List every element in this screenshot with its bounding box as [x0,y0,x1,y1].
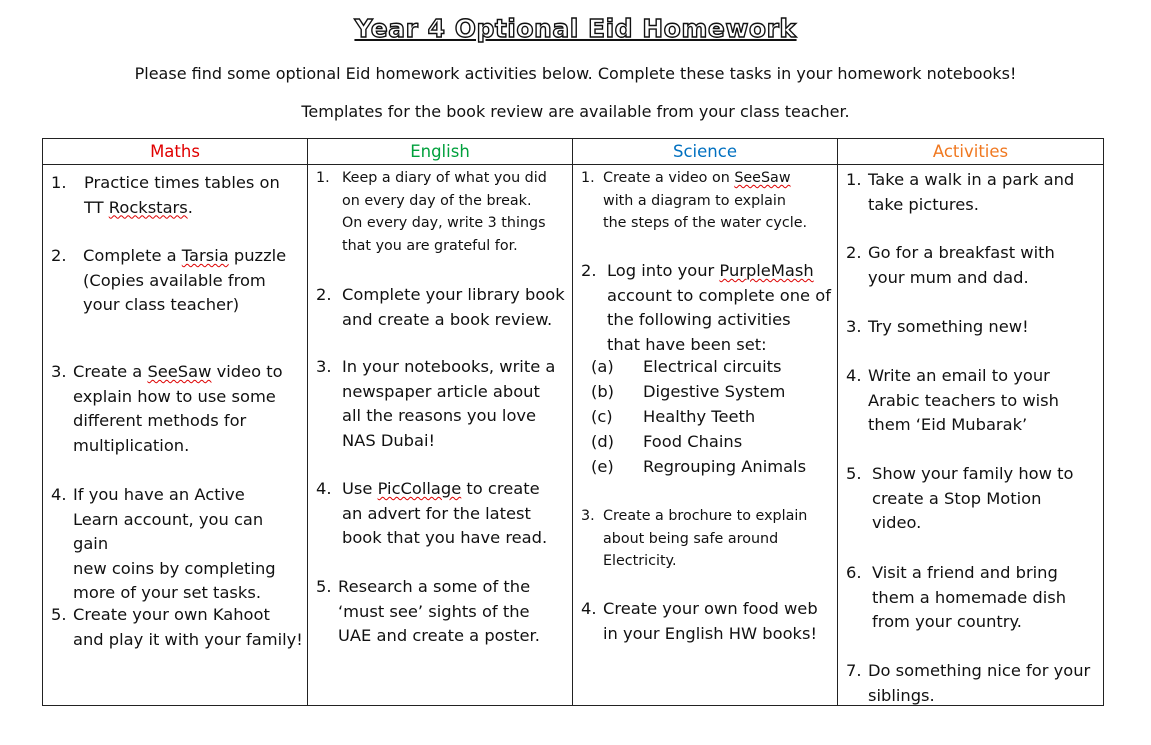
maths-header: Maths [43,139,308,165]
science-task-4 [581,597,833,646]
task-text-continued: new coins by completing [73,558,276,578]
task-number: 1. [581,170,595,186]
subtask-label: (a) [591,357,614,376]
task-number: 5. [846,464,862,483]
spellcheck-word: PicCollage [377,479,462,498]
task-number: 2. [581,261,597,280]
task-text-continued: Arabic teachers to wish [868,390,1059,410]
templates-note: Templates for the book review are available from your class teacher. [301,102,850,121]
task-text-continued: your class teacher) [83,295,240,314]
task-text: Create a SeeSaw video to [73,362,283,381]
activities-task-7 [846,659,1099,708]
task-text-continued: On every day, write 3 things [342,215,546,231]
task-text-continued: create a Stop Motion [872,488,1042,508]
task-text: Keep a diary of what you did [342,170,547,186]
task-text: In your notebooks, write a [342,357,556,376]
task-number: 1. [51,173,67,192]
task-text-continued: Learn account, you can gain [73,509,264,553]
task-number: 5. [51,605,67,624]
science-subtask [591,455,806,479]
spellcheck-word: SeeSaw [734,170,791,186]
task-number: 6. [846,563,862,582]
homework-table [42,138,1104,706]
task-number: 3. [846,317,862,336]
activities-task-1 [846,168,1099,217]
english-header: English [308,139,573,165]
english-task-4 [316,477,568,551]
task-text-continued: on every day of the break. [342,192,532,209]
maths-task-4 [51,483,303,606]
activities-task-5 [846,462,1099,536]
task-text-continued: them a homemade dish [872,587,1067,607]
science-column [573,165,838,706]
subtask-label: (c) [591,407,613,426]
task-text: Write an email to your [868,366,1050,385]
science-task-3 [581,505,833,573]
task-text: Complete a Tarsia puzzle [83,246,287,265]
english-task-5 [316,575,568,649]
task-number: 7. [846,661,862,680]
task-text: Visit a friend and bring [872,563,1058,582]
task-number: 1. [316,170,330,186]
task-text: Try something new! [868,317,1029,336]
task-text-continued: the steps of the water cycle. [603,215,808,231]
activities-task-6 [846,561,1099,635]
activities-task-4 [846,364,1099,438]
science-task-1 [581,167,833,235]
subtask-text: Food Chains [643,432,743,451]
task-number: 3. [581,508,595,524]
maths-task-3 [51,360,303,458]
task-text-continued: and create a book review. [342,309,553,329]
task-text-continued: and play it with your family! [73,629,303,649]
task-text: Create your own food web [603,599,818,618]
task-text-continued: an advert for the latest [342,503,531,523]
spellcheck-word: SeeSaw [147,362,212,381]
task-text: Take a walk in a park and [868,170,1075,189]
english-task-2 [316,283,568,332]
task-text: Create a video on SeeSaw [603,170,791,186]
activities-column [838,165,1104,706]
task-text-continued: siblings. [868,685,935,705]
subtask-label: (e) [591,457,614,476]
task-text-continued: about being safe around [603,530,779,547]
task-number: 2. [846,243,862,262]
task-text-continued: NAS Dubai! [342,430,436,450]
spellcheck-word: PurpleMash [719,261,814,280]
task-text-continued: explain how to use some [73,386,276,406]
task-text-continued: from your country. [872,612,1022,631]
spellcheck-word: Tarsia [181,246,229,265]
subtask-text: Electrical circuits [643,357,782,376]
task-text: Log into your PurpleMash [607,261,814,280]
task-text-continued: in your English HW books! [603,623,817,643]
task-number: 3. [51,362,67,381]
task-text-continued: (Copies available from [83,270,266,290]
science-subtask [591,355,781,379]
page-title: Year 4 Optional Eid Homework [354,14,797,43]
task-number: 3. [316,357,332,376]
task-text: Use PicCollage to create [342,479,540,498]
task-text-continued: book that you have read. [342,528,548,547]
maths-column [43,165,308,706]
task-number: 4. [316,479,332,498]
english-task-3 [316,355,568,453]
task-text-continued: the following activities [607,310,791,329]
task-text: Create your own Kahoot [73,605,270,624]
subtask-text: Regrouping Animals [643,457,807,476]
task-text-continued: with a diagram to explain [603,192,786,209]
science-header: Science [573,139,838,165]
task-text: Do something nice for your [868,661,1091,680]
intro-text: Please find some optional Eid homework activities below. Complete these tasks in your homework notebooks! [134,64,1017,83]
task-text: Complete your library book [342,285,565,304]
activities-task-2 [846,241,1099,290]
task-text: Practice times tables on [84,173,280,192]
task-text-continued: more of your set tasks. [73,583,261,602]
spellcheck-word: Rockstars [108,197,188,217]
task-number: 4. [846,366,862,385]
task-text-continued: UAE and create a poster. [338,626,540,645]
task-text: Research a some of the [338,577,531,596]
task-number: 4. [51,485,67,504]
task-number: 2. [316,285,332,304]
task-text-continued: account to complete one of [607,285,831,305]
science-subtask [591,405,755,429]
subtask-text: Healthy Teeth [643,407,756,426]
maths-task-5 [51,603,303,652]
task-number: 5. [316,577,332,596]
task-number: 4. [581,599,597,618]
maths-task-2 [51,244,303,318]
activities-header: Activities [838,139,1104,165]
task-number: 2. [51,246,67,265]
task-text-continued: that you are grateful for. [342,237,518,254]
english-task-1 [316,167,568,257]
task-text-continued: that have been set: [607,334,767,354]
task-text-continued: multiplication. [73,435,190,455]
task-text: Show your family how to [872,464,1074,483]
maths-task-1 [51,171,303,220]
subtask-text: Digestive System [643,382,786,401]
subtask-label: (b) [591,382,615,401]
task-text-continued: take pictures. [868,194,979,214]
task-text-continued: different methods for [73,411,247,430]
subtask-label: (d) [591,432,615,451]
task-text-continued: TT Rockstars. [84,197,193,217]
english-column [308,165,573,706]
science-subtask [591,380,785,404]
task-text-continued: ‘must see’ sights of the [338,601,530,621]
science-subtask [591,430,742,454]
science-task-2 [581,259,833,357]
task-number: 1. [846,170,862,189]
activities-task-3 [846,315,1099,340]
task-text-continued: Electricity. [603,553,677,569]
task-text-continued: all the reasons you love [342,406,537,425]
task-text: Create a brochure to explain [603,508,808,524]
task-text-continued: video. [872,513,922,532]
task-text-continued: newspaper article about [342,381,540,401]
task-text-continued: your mum and dad. [868,267,1029,287]
task-text: Go for a breakfast with [868,243,1055,262]
task-text: If you have an Active [73,485,245,504]
task-text-continued: them ‘Eid Mubarak’ [868,415,1028,434]
